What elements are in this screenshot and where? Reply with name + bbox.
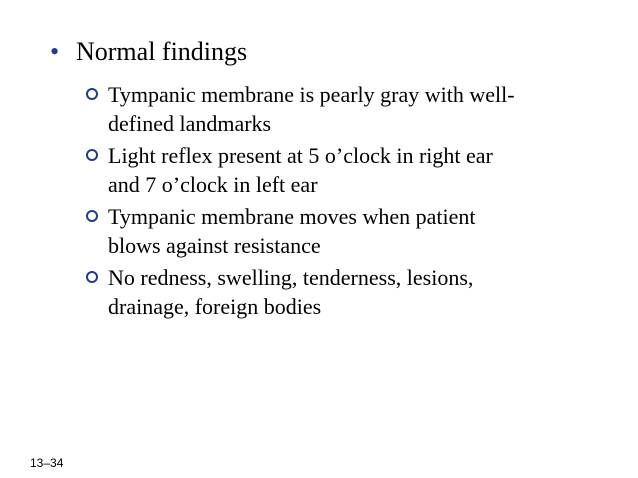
list-item bbox=[86, 141, 606, 199]
bullet-ring-icon bbox=[86, 88, 98, 100]
heading-text: Normal findings bbox=[76, 37, 248, 66]
list-item bbox=[86, 263, 606, 321]
list-item bbox=[86, 80, 606, 138]
list-item bbox=[86, 202, 606, 260]
bullet-ring-icon bbox=[86, 210, 98, 222]
bullet-ring-icon bbox=[86, 149, 98, 161]
list-item-text: Tympanic membrane moves when patient blows against resistance bbox=[108, 204, 476, 258]
bullet-dot-icon: • bbox=[50, 37, 60, 66]
list-item-text: Light reflex present at 5 o’clock in right ear and 7 o’clock in left ear bbox=[108, 143, 493, 197]
list-item-text: Tympanic membrane is pearly gray with well-defined landmarks bbox=[108, 82, 515, 136]
heading-bullet-item bbox=[50, 36, 247, 68]
bullet-ring-icon bbox=[86, 271, 98, 283]
slide-number: 13–34 bbox=[30, 456, 64, 470]
list-item-text: No redness, swelling, tenderness, lesions, drainage, foreign bodies bbox=[108, 265, 474, 319]
sub-bullet-list bbox=[86, 80, 606, 324]
